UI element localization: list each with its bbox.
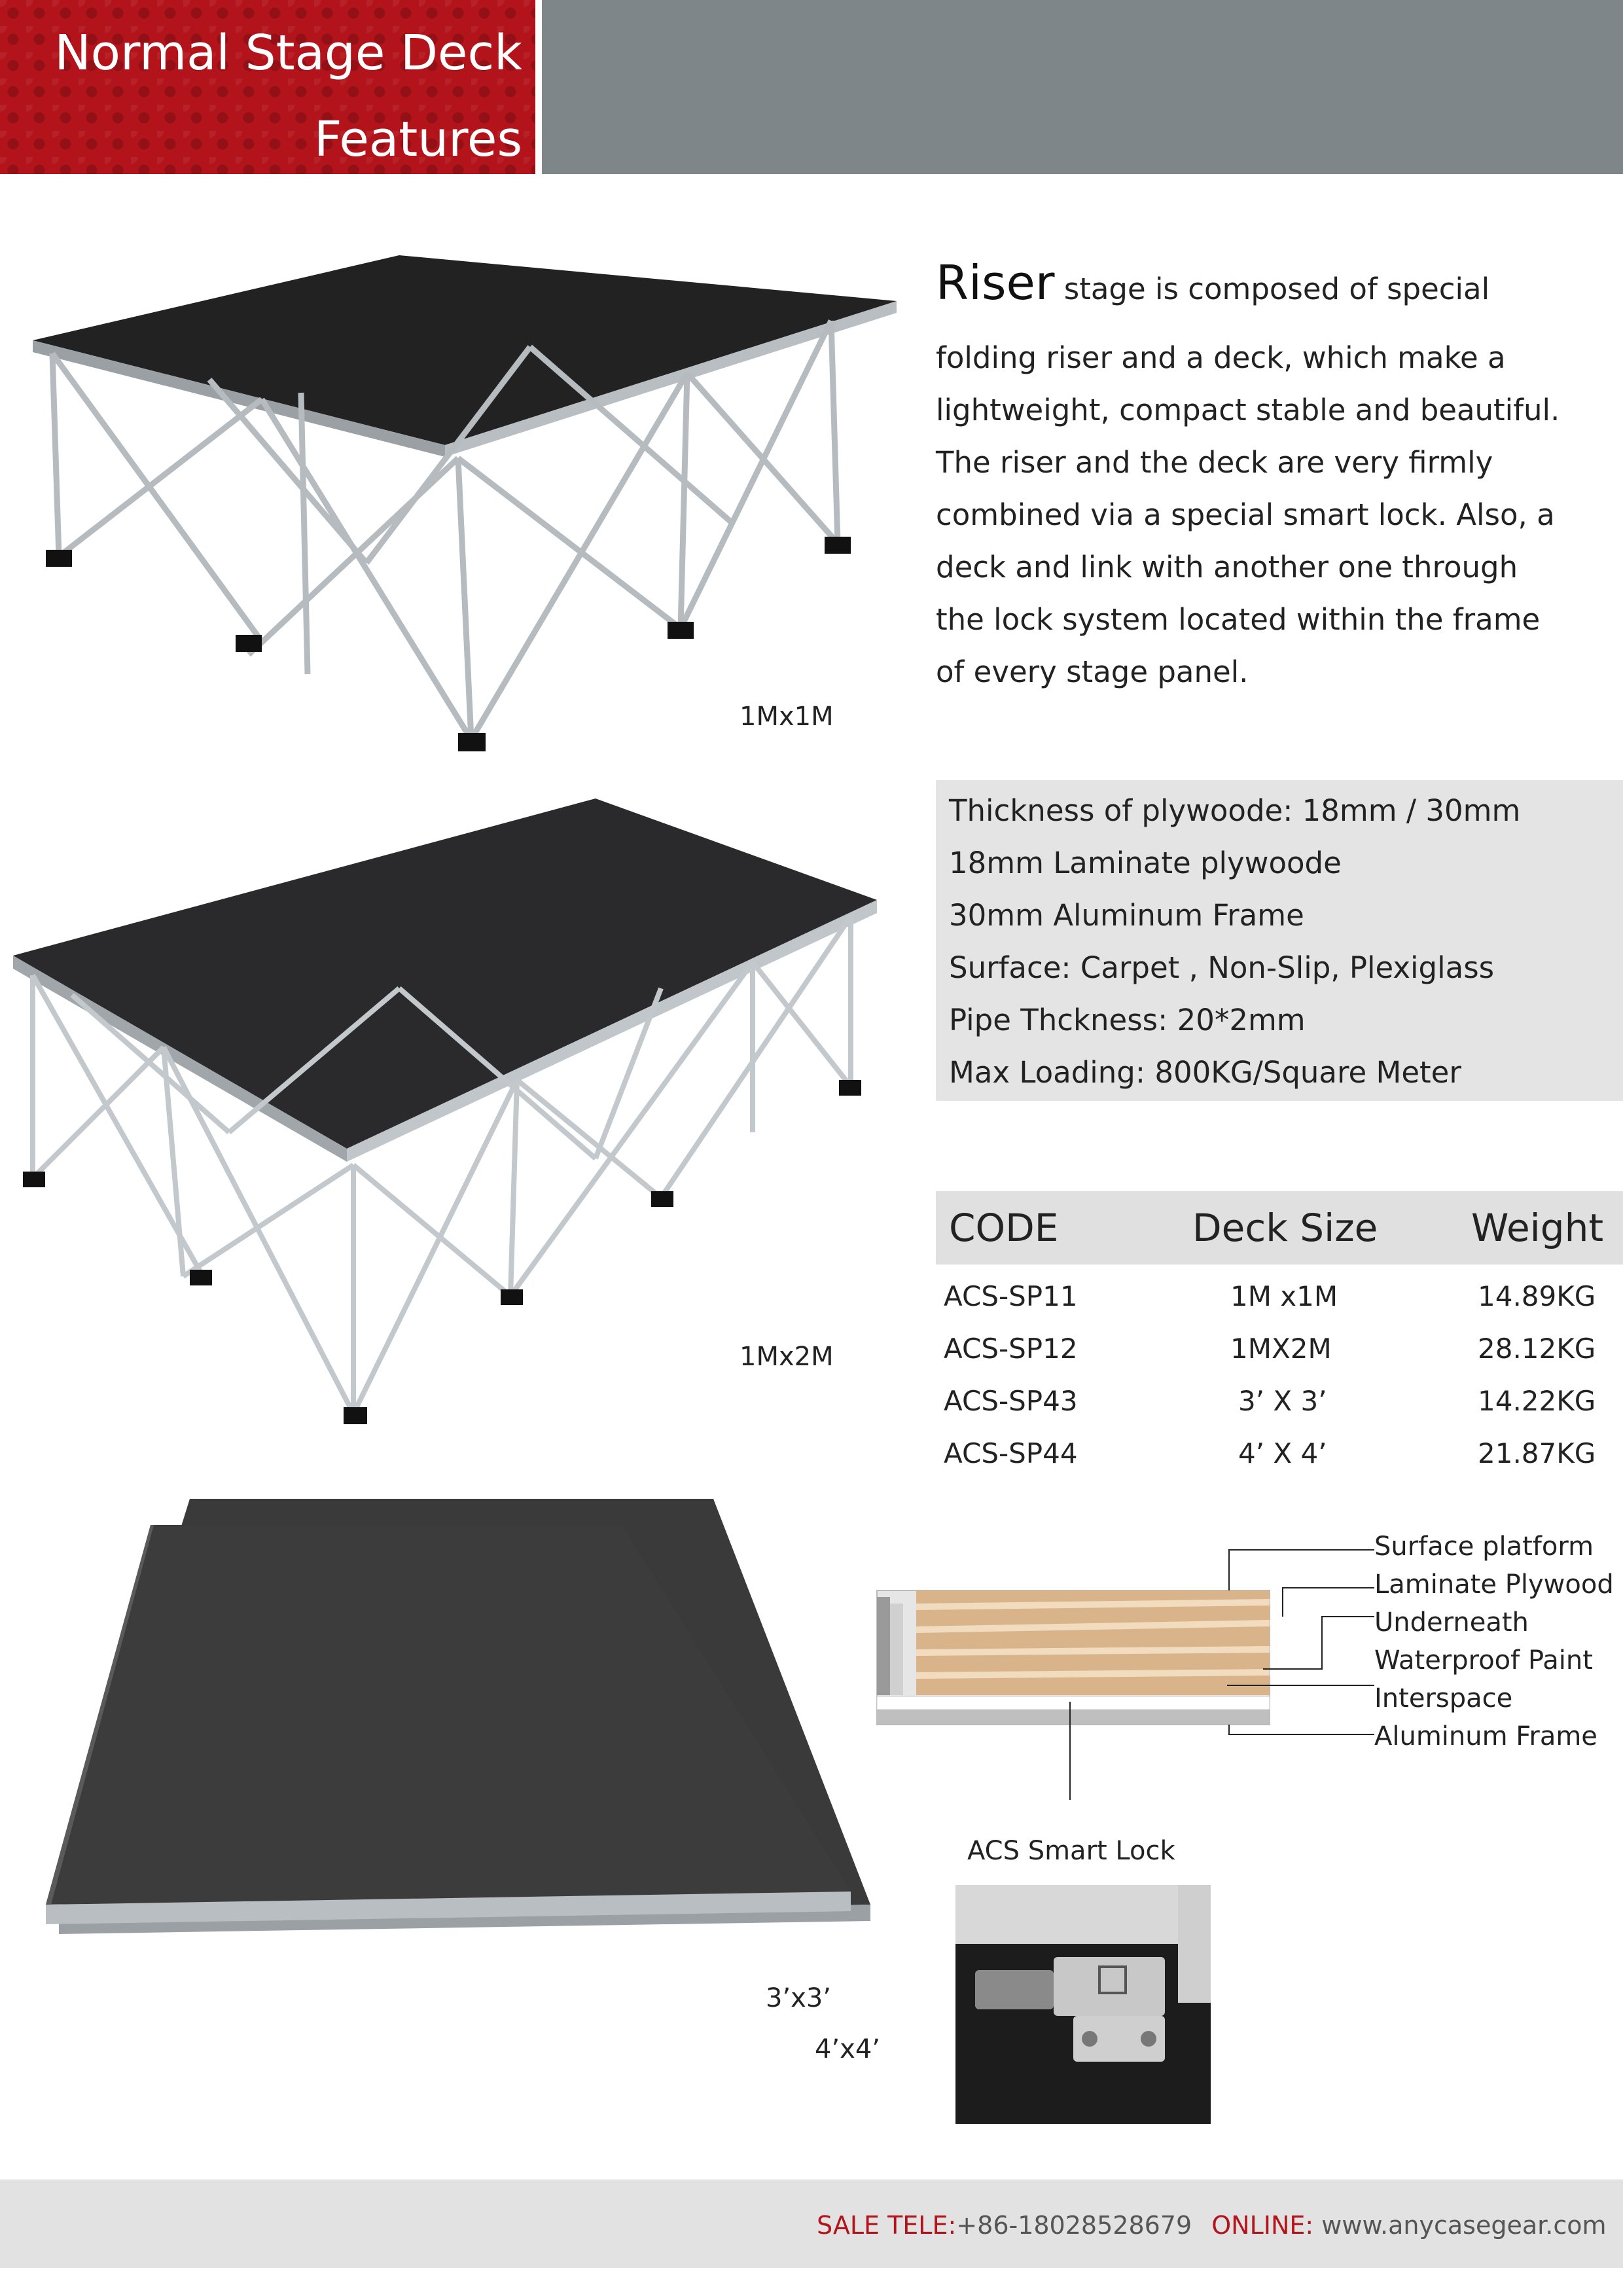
description-line: The riser and the deck are very firmly: [936, 445, 1493, 480]
stage-1x1-image: [13, 249, 903, 759]
panels-label-4x4: 4’x4’: [815, 2034, 880, 2064]
description-line: the lock system located within the frame: [936, 602, 1541, 637]
layer-label: Laminate Plywood: [1374, 1570, 1614, 1600]
table-cell-weight: 14.22KG: [1478, 1385, 1596, 1417]
table-cell-code: ACS-SP43: [944, 1385, 1078, 1417]
page-title-line1: Normal Stage Deck: [54, 25, 522, 81]
table-header-deck-size: Deck Size: [1192, 1206, 1378, 1250]
smart-lock-label: ACS Smart Lock: [967, 1836, 1175, 1866]
table-header-weight: Weight: [1471, 1206, 1604, 1250]
panels-label-3x3: 3’x3’: [766, 1983, 831, 2013]
table-cell-code: ACS-SP11: [944, 1280, 1078, 1312]
header-gray-banner: [542, 0, 1623, 174]
spec-item: Pipe Thckness: 20*2mm: [949, 1003, 1306, 1037]
stage-1x1-label: 1Mx1M: [740, 702, 834, 732]
table-cell-code: ACS-SP12: [944, 1333, 1078, 1365]
spec-item: 30mm Aluminum Frame: [949, 898, 1304, 933]
description-line: folding riser and a deck, which make a: [936, 340, 1506, 375]
spec-item: 18mm Laminate plywoode: [949, 846, 1342, 880]
description-intro: [936, 255, 1489, 310]
deck-layer-diagram: [870, 1525, 1381, 1800]
stage-1x2-image: [7, 792, 903, 1433]
layer-label: Interspace: [1374, 1683, 1513, 1713]
specs-panel: [936, 780, 1623, 1101]
table-cell-size: 3’ X 3’: [1238, 1385, 1327, 1417]
description-line: combined via a special smart lock. Also, a: [936, 497, 1555, 532]
footer-contact: [817, 2211, 1607, 2240]
table-cell-weight: 28.12KG: [1478, 1333, 1596, 1365]
spec-item: Max Loading: 800KG/Square Meter: [949, 1055, 1461, 1090]
description-line: of every stage panel.: [936, 655, 1249, 689]
spec-item: Surface: Carpet , Non-Slip, Plexiglass: [949, 950, 1495, 985]
table-cell-size: 4’ X 4’: [1238, 1437, 1327, 1469]
table-header-code: CODE: [949, 1206, 1059, 1250]
layer-label: Surface platform: [1374, 1532, 1594, 1562]
smart-lock-image: [955, 1885, 1211, 2124]
spec-item: Thickness of plywoode: 18mm / 30mm: [949, 793, 1521, 828]
table-cell-weight: 14.89KG: [1478, 1280, 1596, 1312]
footer-sale-label: SALE TELE:: [817, 2211, 957, 2240]
description-lead-word: Riser: [936, 255, 1055, 310]
description-lead-rest: stage is composed of special: [1054, 272, 1490, 306]
table-cell-weight: 21.87KG: [1478, 1437, 1596, 1469]
footer-online-label: ONLINE:: [1211, 2211, 1314, 2240]
stage-panels-image: [20, 1486, 883, 1950]
table-cell-code: ACS-SP44: [944, 1437, 1078, 1469]
footer-online-value: www.anycasegear.com: [1321, 2211, 1607, 2240]
description-line: lightweight, compact stable and beautiful.: [936, 393, 1560, 427]
layer-label: Waterproof Paint: [1374, 1645, 1593, 1676]
header-divider: [535, 0, 542, 174]
table-cell-size: 1MX2M: [1230, 1333, 1332, 1365]
layer-label: Aluminum Frame: [1374, 1721, 1597, 1751]
table-cell-size: 1M x1M: [1230, 1280, 1338, 1312]
page-title-line2: Features: [313, 111, 522, 168]
footer-sale-value: +86-18028528679: [956, 2211, 1192, 2240]
stage-1x2-label: 1Mx2M: [740, 1342, 834, 1372]
description-line: deck and link with another one through: [936, 550, 1518, 584]
layer-label: Underneath: [1374, 1607, 1529, 1638]
